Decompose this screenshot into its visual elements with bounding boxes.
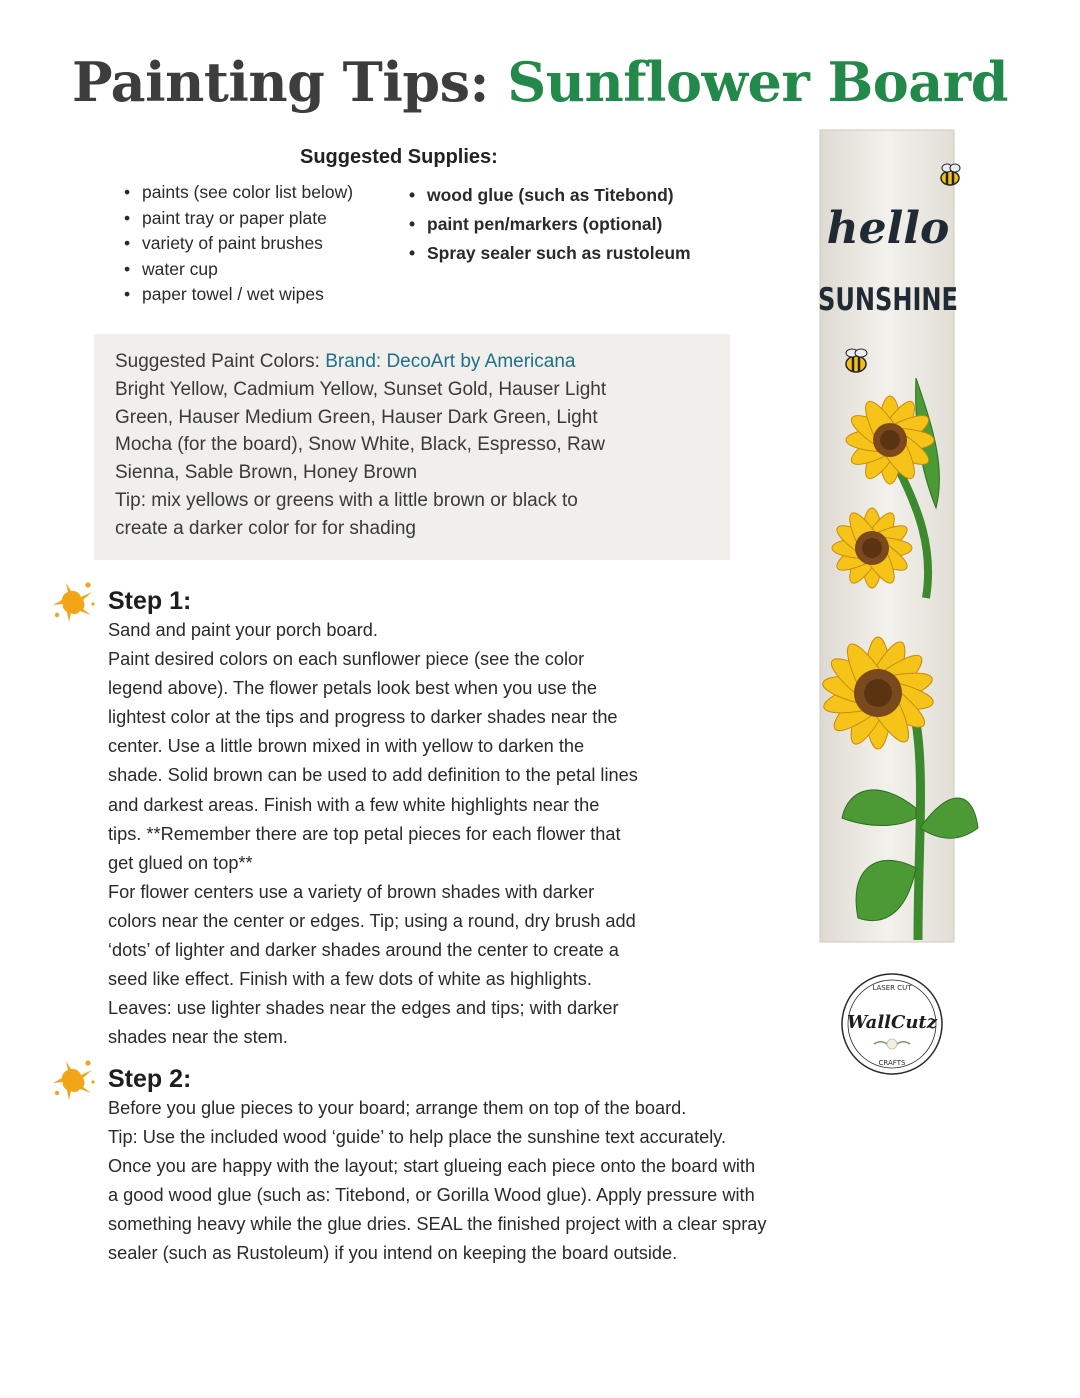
paint-color-line: Bright Yellow, Cadmium Yellow, Sunset Gold, Hauser Light (115, 378, 607, 400)
supply-item: • variety of paint brushes (122, 231, 353, 257)
step-1-line: Sand and paint your porch board. (108, 620, 378, 640)
supply-item: • water cup (122, 257, 353, 283)
title-part-1: Painting Tips: (71, 50, 489, 114)
step-2-section (50, 1056, 766, 1269)
step-2-line: sealer (such as Rustoleum) if you intend on keeping the board outside. (108, 1243, 678, 1264)
paint-color-line: Sienna, Sable Brown, Honey Brown (115, 462, 418, 484)
step-1-line: legend above). The flower petals look best when you use the (108, 678, 598, 699)
bee-icon (846, 349, 867, 372)
paint-color-line: Green, Hauser Medium Green, Hauser Dark Green, Light (115, 406, 598, 428)
step-1-body (108, 616, 638, 1052)
logo-bottom-text: CRAFTS (878, 1059, 906, 1067)
step-1-section (50, 578, 638, 1052)
bee-icon (941, 164, 960, 185)
step-1-line: seed like effect. Finish with a few dots of white as highlights. (108, 969, 592, 990)
step-1-line: Paint desired colors on each sunflower piece (see the color (108, 649, 585, 670)
supply-item: • wood glue (such as Titebond) (407, 181, 691, 210)
step-2-line: something heavy while the glue dries. SEAL the finished project with a clear spray (108, 1214, 767, 1235)
paint-tip-line: create a darker color for for shading (115, 517, 416, 539)
step-1-line: colors near the center or edges. Tip; using a round, dry brush add (108, 910, 636, 931)
step-1-line: center. Use a little brown mixed in with yellow to darken the (108, 736, 585, 757)
sunflower-board-image (808, 128, 980, 946)
page-title (0, 50, 1080, 114)
supply-item: • paint pen/markers (optional) (407, 210, 691, 239)
step-1-line: shades near the stem. (108, 1027, 288, 1048)
paint-colors-heading (115, 348, 710, 376)
logo-main-text: WallCutz (847, 1012, 937, 1033)
step-1-line: shade. Solid brown can be used to add definition to the petal lines (108, 765, 638, 786)
step-1-line: tips. **Remember there are top petal pieces for each flower that (108, 823, 621, 844)
paint-colors-label: Suggested Paint Colors: (115, 351, 320, 372)
step-2-body (108, 1094, 766, 1269)
step-1-title: Step 1: (108, 586, 192, 615)
board-sunshine-text: SUNSHINE (818, 282, 958, 318)
step-2-title: Step 2: (108, 1064, 192, 1093)
step-1-line: Leaves: use lighter shades near the edges and tips; with darker (108, 998, 619, 1019)
step-1-line: get glued on top** (108, 852, 253, 873)
supply-item: • Spray sealer such as rustoleum (407, 239, 691, 268)
step-1-line: lightest color at the tips and progress to darker shades near the (108, 707, 618, 728)
supply-item: • paint tray or paper plate (122, 206, 353, 232)
paint-brand: Brand: DecoArt by Americana (325, 351, 576, 372)
supply-item: • paints (see color list below) (122, 180, 353, 206)
wallcutz-logo (836, 968, 948, 1080)
supplies-column-1 (122, 180, 353, 308)
board-hello-text: hello (826, 203, 950, 254)
supplies-heading: Suggested Supplies: (300, 146, 498, 168)
title-part-2: Sunflower Board (507, 50, 1009, 114)
step-2-line: Once you are happy with the layout; start glueing each piece onto the board with (108, 1156, 756, 1177)
paint-splat-icon (50, 578, 96, 624)
paint-colors-box (94, 334, 730, 560)
paint-splat-icon (50, 1056, 96, 1102)
paint-tip-line: Tip: mix yellows or greens with a little brown or black to (115, 489, 578, 511)
step-2-line: Before you glue pieces to your board; arrange them on top of the board. (108, 1098, 687, 1118)
paint-color-line: Mocha (for the board), Snow White, Black, Espresso, Raw (115, 434, 605, 456)
step-2-line: Tip: Use the included wood ‘guide’ to help place the sunshine text accurately. (108, 1127, 727, 1148)
step-1-line: and darkest areas. Finish with a few white highlights near the (108, 794, 600, 815)
step-1-line: ‘dots’ of lighter and darker shades around the center to create a (108, 940, 619, 961)
supplies-column-2 (407, 181, 691, 268)
supply-item: • paper towel / wet wipes (122, 282, 353, 308)
step-2-line: a good wood glue (such as: Titebond, or Gorilla Wood glue). Apply pressure with (108, 1185, 755, 1206)
step-1-line: For flower centers use a variety of brown shades with darker (108, 881, 595, 902)
logo-top-text: LASER CUT (872, 984, 912, 992)
